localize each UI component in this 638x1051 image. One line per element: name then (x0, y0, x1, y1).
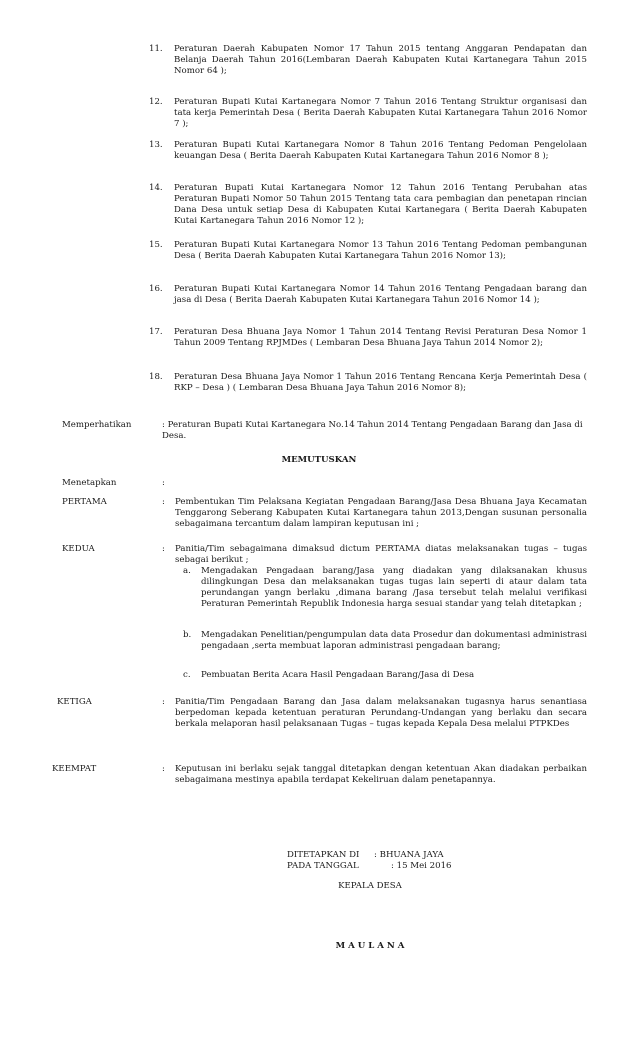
item-marker: b. (183, 630, 192, 640)
regulation-number: 13. (149, 140, 163, 150)
regulation-item-14 (149, 183, 587, 227)
regulation-number: 12. (149, 97, 163, 107)
regulation-text: Peraturan Bupati Kutai Kartanegara Nomor 12 Tahun 2016 Tentang Perubahan atas Peraturan Bupati Nomor 50 Tahun 2015 Tentang tata cara pembagian dan penetapan rincian Dana Desa untuk setiap Desa di Kabupaten Kutai Kartanegara ( Berita Daerah Kabupaten Kutai Kartanegara Tahun 2016 Nomor 12 ); (174, 183, 587, 226)
memperhatikan-label: Memperhatikan (62, 420, 132, 430)
item-marker: c. (183, 670, 191, 680)
regulation-item-11 (149, 44, 587, 77)
regulation-text: Peraturan Bupati Kutai Kartanegara Nomor 14 Tahun 2016 Tentang Pengadaan barang dan jasa di Desa ( Berita Daerah Kabupaten Kutai Kartanegara Tahun 2016 Nomor 14 ); (174, 284, 587, 305)
regulation-item-15 (149, 240, 587, 262)
regulation-text: Peraturan Bupati Kutai Kartanegara Nomor 8 Tahun 2016 Tentang Pedoman Pengelolaan keuangan Desa ( Berita Daerah Kabupaten Kutai Kartanegara Tahun 2016 Nomor 8 ); (174, 140, 587, 161)
pertama-label: PERTAMA (62, 497, 107, 507)
regulation-text: Peraturan Desa Bhuana Jaya Nomor 1 Tahun 2016 Tentang Rencana Kerja Pemerintah Desa ( RKP – Desa ) ( Lembaran Desa Bhuana Jaya Tahun 2016 Nomor 8); (174, 372, 587, 393)
keempat-text: Keputusan ini berlaku sejak tanggal ditetapkan dengan ketentuan Akan diadakan perbaikan sebagaimana mestinya apabila terdapat Kekeliruan dalam penetapannya. (175, 764, 587, 785)
ditetapkan-label: DITETAPKAN DI (287, 850, 360, 860)
kedua-label: KEDUA (62, 544, 95, 554)
keempat-colon: : (162, 764, 165, 774)
pertama-colon: : (162, 497, 165, 507)
kedua-text: Panitia/Tim sebagaimana dimaksud dictum PERTAMA diatas melaksanakan tugas – tugas sebagai berikut ; (175, 544, 587, 565)
pertama-section (0, 497, 638, 533)
regulation-item-16 (149, 284, 587, 306)
regulation-number: 18. (149, 372, 163, 382)
menetapkan-colon: : (162, 478, 165, 488)
ketiga-label: KETIGA (57, 697, 92, 707)
regulation-item-13 (149, 140, 587, 162)
keempat-section (0, 764, 638, 788)
regulation-text: Peraturan Daerah Kabupaten Nomor 17 Tahun 2015 tentang Anggaran Pendapatan dan Belanja Daerah Tahun 2016(Lembaran Daerah Kabupaten Kutai Kartanegara Tahun 2015 Nomor 64 ); (174, 44, 587, 76)
kedua-section (0, 544, 638, 689)
tanggal-value: : 15 Mei 2016 (391, 861, 452, 871)
regulation-number: 14. (149, 183, 163, 193)
keempat-label: KEEMPAT (52, 764, 97, 774)
menetapkan-section (0, 478, 638, 490)
item-marker: a. (183, 566, 191, 576)
regulation-item-12 (149, 97, 587, 130)
memperhatikan-section (0, 420, 638, 446)
tanggal-line (287, 861, 453, 873)
regulation-number: 17. (149, 327, 163, 337)
kedua-item-b (183, 630, 587, 652)
regulation-number: 16. (149, 284, 163, 294)
kedua-item-c (183, 670, 587, 681)
regulation-number: 11. (149, 44, 163, 54)
ditetapkan-value: : BHUANA JAYA (374, 850, 444, 860)
regulation-text: Peraturan Bupati Kutai Kartanegara Nomor 7 Tahun 2016 Tentang Struktur organisasi dan tata kerja Pemerintah Desa ( Berita Daerah Kabupaten Kutai Kartanegara Tahun 2016 Nomor 7 ); (174, 97, 587, 129)
ketiga-text: Panitia/Tim Pengadaan Barang dan Jasa dalam melaksanakan tugasnya harus senantiasa berpedoman kepada ketentuan peraturan Perundang-Undangan yang berlaku dan secara berkala melaporan hasil pelaksanaan Tugas – tugas kepada Kepala Desa melalui PTPKDes (175, 697, 587, 729)
ketiga-colon: : (162, 697, 165, 707)
item-text: Mengadakan Penelitian/pengumpulan data data Prosedur dan dokumentasi administrasi pengadaan ,serta membuat laporan administrasi pengadaan barang; (201, 630, 588, 651)
ketiga-section (0, 697, 638, 743)
pertama-text: Pembentukan Tim Pelaksana Kegiatan Pengadaan Barang/Jasa Desa Bhuana Jaya Kecamatan Tenggarong Seberang Kabupaten Kutai Kartanegara tahun 2013,Dengan susunan personalia sebagaimana tercantum dalam lampiran keputusan ini ; (175, 497, 587, 529)
regulation-item-17 (149, 327, 587, 349)
signatory-position: KEPALA DESA (338, 881, 402, 891)
item-text: Pembuatan Berita Acara Hasil Pengadaan Barang/Jasa di Desa (201, 670, 475, 680)
menetapkan-label: Menetapkan (62, 478, 117, 488)
memutuskan-heading: MEMUTUSKAN (281, 455, 357, 465)
regulation-number: 15. (149, 240, 163, 250)
kedua-colon: : (162, 544, 165, 554)
kedua-item-a (183, 566, 587, 610)
regulation-text: Peraturan Desa Bhuana Jaya Nomor 1 Tahun 2014 Tentang Revisi Peraturan Desa Nomor 1 Tahun 2009 Tentang RPJMDes ( Lembaran Desa Bhuana Jaya Tahun 2014 Nomor 2); (174, 327, 587, 348)
regulation-text: Peraturan Bupati Kutai Kartanegara Nomor 13 Tahun 2016 Tentang Pedoman pembangunan Desa ( Berita Daerah Kabupaten Kutai Kartanegara Tahun 2016 Nomor 13); (174, 240, 587, 261)
item-text: Mengadakan Pengadaan barang/Jasa yang diadakan yang dilaksanakan khusus dilingkungan Desa dan melaksanakan tugas tugas lain seperti di ataur dalam tata perundangan yangn berlaku ,dimana barang /Jasa tersebut telah melalui verifikasi Peraturan Pemerintah Republik Indonesia harga sesuai standar yang telah ditetapkan ; (201, 566, 587, 609)
memperhatikan-text: : Peraturan Bupati Kutai Kartanegara No.14 Tahun 2014 Tentang Pengadaan Barang dan Jasa di Desa. (162, 420, 583, 441)
regulation-item-18 (149, 372, 587, 394)
signatory-name: M A U L A N A (335, 941, 405, 951)
tanggal-label: PADA TANGGAL (287, 861, 359, 871)
